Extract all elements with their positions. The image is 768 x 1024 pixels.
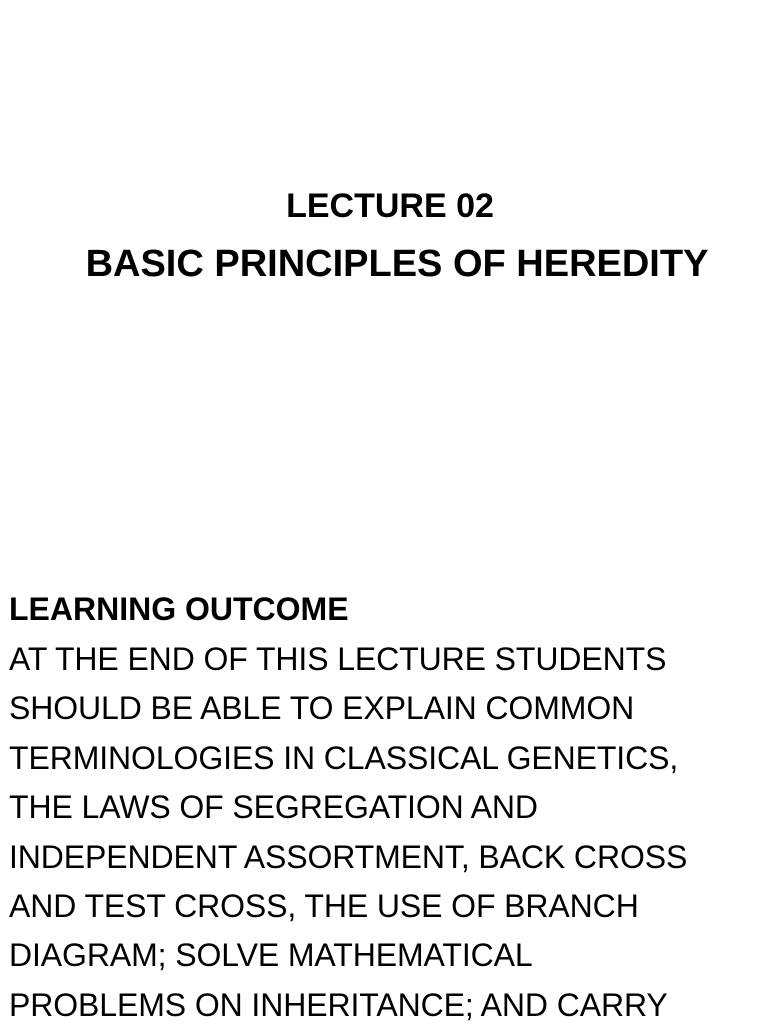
outcome-line: TERMINOLOGIES IN CLASSICAL GENETICS,	[9, 739, 679, 776]
lecture-number: LECTURE 02	[286, 187, 494, 225]
outcome-line: DIAGRAM; SOLVE MATHEMATICAL	[9, 937, 533, 974]
outcome-line: PROBLEMS ON INHERITANCE; AND CARRY	[9, 986, 668, 1023]
outcome-line: AND TEST CROSS, THE USE OF BRANCH	[9, 888, 639, 925]
outcome-line: SHOULD BE ABLE TO EXPLAIN COMMON	[9, 690, 635, 727]
outcome-line: THE LAWS OF SEGREGATION AND	[9, 789, 538, 826]
learning-outcome-heading: LEARNING OUTCOME	[9, 591, 349, 627]
lecture-title: BASIC PRINCIPLES OF HEREDITY	[85, 243, 709, 285]
learning-outcome-body	[9, 635, 759, 1024]
outcome-line: AT THE END OF THIS LECTURE STUDENTS	[9, 641, 667, 677]
outcome-line: INDEPENDENT ASSORTMENT, BACK CROSS	[9, 838, 688, 875]
